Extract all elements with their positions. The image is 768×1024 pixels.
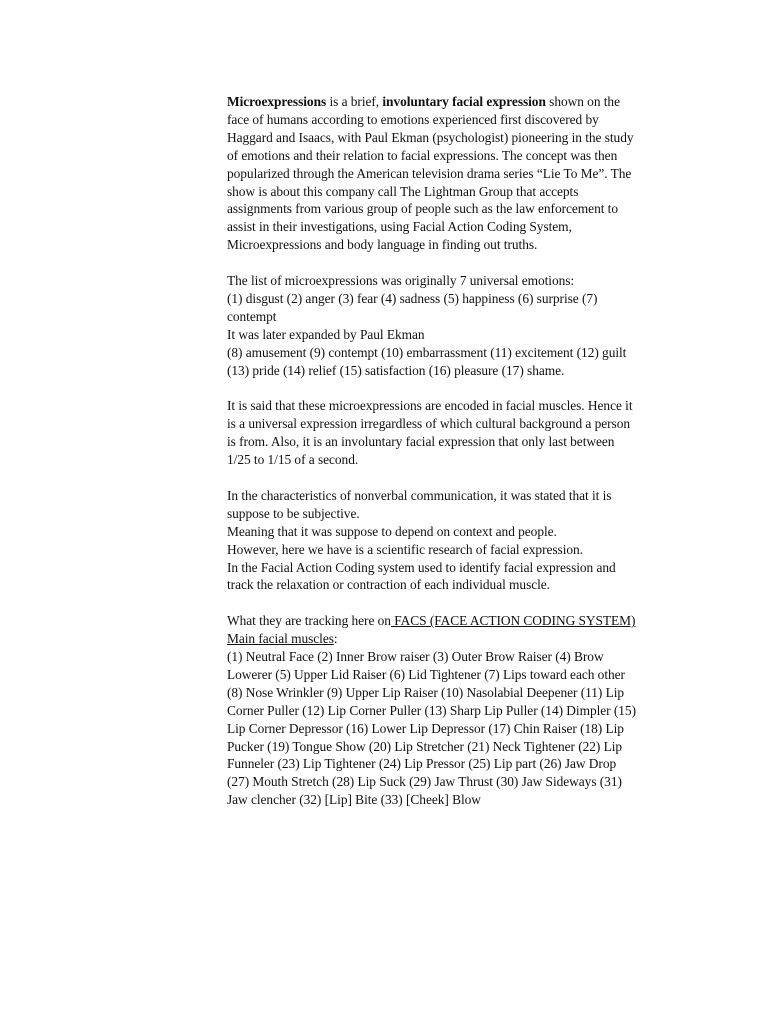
muscles-label: Main facial muscles: [227, 631, 334, 647]
paragraph-gap: [227, 469, 637, 487]
list-lead: The list of microexpressions was originally 7 universal emotions:: [227, 273, 575, 289]
muscles-colon: :: [333, 631, 338, 647]
paragraph-gap: [227, 594, 637, 612]
document-body: [227, 93, 637, 809]
expanded-lead: It was later expanded by Paul Ekman: [227, 326, 425, 342]
intro-text-2: shown on the face of humans according to emotions experienced first discovered by Haggard and Isaacs, with Paul Ekman (psychologist) pioneering in the study of emotions and their relation to facial expressions. The concept was then popularized through the American television drama series “Lie To Me”. The show is about this company call The Lightman Group that accepts assignments from various group of people such as the law enforcement to assist in their investigations, using Facial Action Coding System, Microexpressions and body language in finding out truths.: [227, 94, 634, 253]
term-microexpressions: Microexpressions: [227, 94, 327, 109]
nonverbal-line-4: In the Facial Action Coding system used to identify facial expression and track the relaxation or contraction of each individual muscle.: [227, 559, 616, 593]
muscles-paragraph: It is said that these microexpressions are encoded in facial muscles. Hence it is a universal expression irregardless of which cultural background a person is from. Also, it is an involuntary facial expression that only last between 1/25 to 1/15 of a second.: [227, 398, 633, 468]
emphasis-involuntary: involuntary facial expression: [382, 94, 546, 109]
facs-paragraph: [227, 612, 637, 630]
expanded-emotions-list: (8) amusement (9) contempt (10) embarrassment (11) excitement (12) guilt (13) pride (14) relief (15) satisfaction (16) pleasure (17) shame.: [227, 344, 627, 378]
nonverbal-line-1: In the characteristics of nonverbal communication, it was stated that it is suppose to be subjective.: [227, 487, 612, 521]
original-emotions-list: (1) disgust (2) anger (3) fear (4) sadness (5) happiness (6) surprise (7) contempt: [227, 290, 598, 324]
facs-link[interactable]: FACS (FACE ACTION CODING SYSTEM): [390, 613, 636, 629]
paragraph-gap: [227, 379, 637, 397]
intro-paragraph: [227, 93, 637, 254]
intro-text-1: is a brief,: [326, 94, 383, 109]
facs-lead: What they are tracking here on: [227, 613, 391, 629]
nonverbal-line-3: However, here we have is a scientific research of facial expression.: [227, 541, 583, 557]
muscles-list: (1) Neutral Face (2) Inner Brow raiser (3) Outer Brow Raiser (4) Brow Lowerer (5) Upper Lid Raiser (6) Lid Tightener (7) Lips toward each other (8) Nose Wrinkler (9) Upper Lip Raiser (10) Nasolabial Deepener (11) Lip Corner Puller (12) Lip Corner Puller (13) Sharp Lip Puller (14) Dimpler (15) Lip Corner Depressor (16) Lower Lip Depressor (17) Chin Raiser (18) Lip Pucker (19) Tongue Show (20) Lip Stretcher (21) Neck Tightener (22) Lip Funneler (23) Lip Tightener (24) Lip Pressor (25) Lip part (26) Jaw Drop (27) Mouth Stretch (28) Lip Suck (29) Jaw Thrust (30) Jaw Sideways (31) Jaw clencher (32) [Lip] Bite (33) [Cheek] Blow: [227, 649, 636, 808]
muscles-heading: [227, 630, 637, 648]
nonverbal-line-2: Meaning that it was suppose to depend on context and people.: [227, 523, 557, 539]
paragraph-gap: [227, 254, 637, 272]
